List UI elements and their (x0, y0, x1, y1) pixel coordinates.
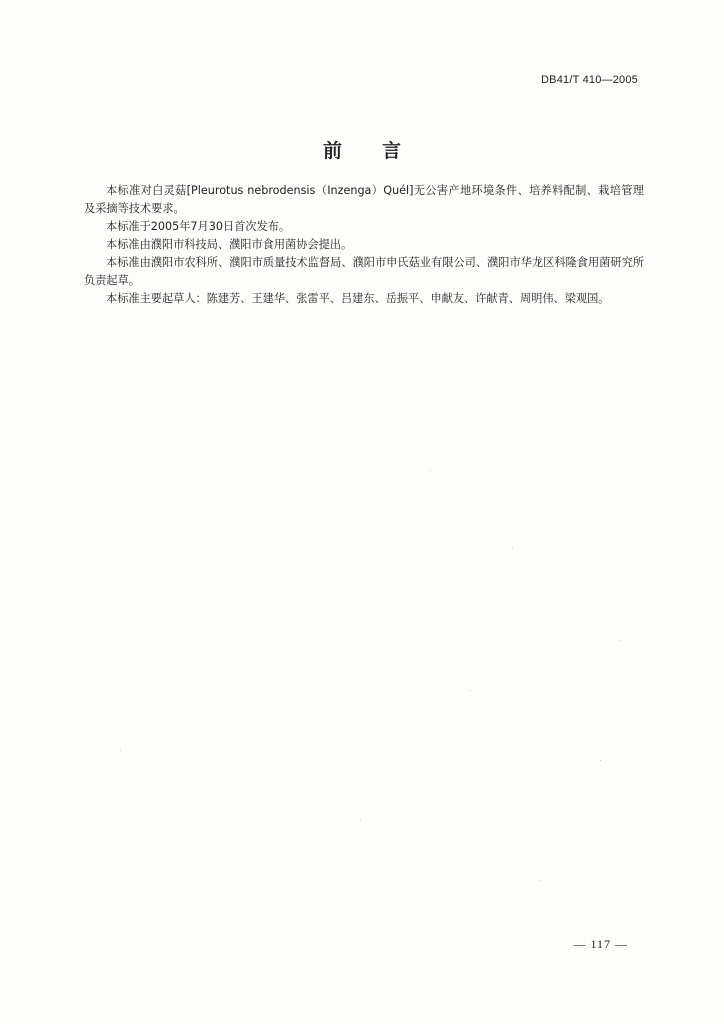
scan-speckle (540, 880, 541, 881)
paragraph-release-date: 本标准于2005年7月30日首次发布。 (106, 220, 291, 233)
title-char-2: 言 (382, 140, 402, 162)
scan-speckle (512, 548, 513, 549)
scan-speckle (120, 750, 121, 751)
paragraph-drafting-units: 本标准由濮阳市农科所、濮阳市质量技术监督局、濮阳市申氏菇业有限公司、濮阳市华龙区科隆食用菌研究所负责起草。 (84, 256, 644, 287)
scan-speckle (430, 470, 431, 471)
foreword-body (84, 182, 644, 308)
paragraph-scope: 本标准对白灵菇[Pleurotus nebrodensis（Inzenga）Quél]无公害产地环境条件、培养料配制、栽培管理及采摘等技术要求。 (84, 184, 644, 215)
paragraph-drafters: 本标准主要起草人：陈建芳、王建华、张雷平、吕建东、岳振平、申献友、许献青、周明伟、梁观国。 (106, 292, 610, 305)
scan-speckle (620, 640, 621, 641)
paragraph-proposer: 本标准由濮阳市科技局、濮阳市食用菌协会提出。 (106, 238, 353, 251)
scan-speckle (600, 760, 601, 761)
scan-speckle (360, 820, 361, 821)
title-char-1: 前 (322, 140, 342, 162)
page-number: — 117 — (573, 937, 628, 951)
standard-code: DB41/T 410—2005 (541, 74, 638, 86)
page-title (0, 136, 724, 163)
scan-speckle (470, 690, 471, 691)
